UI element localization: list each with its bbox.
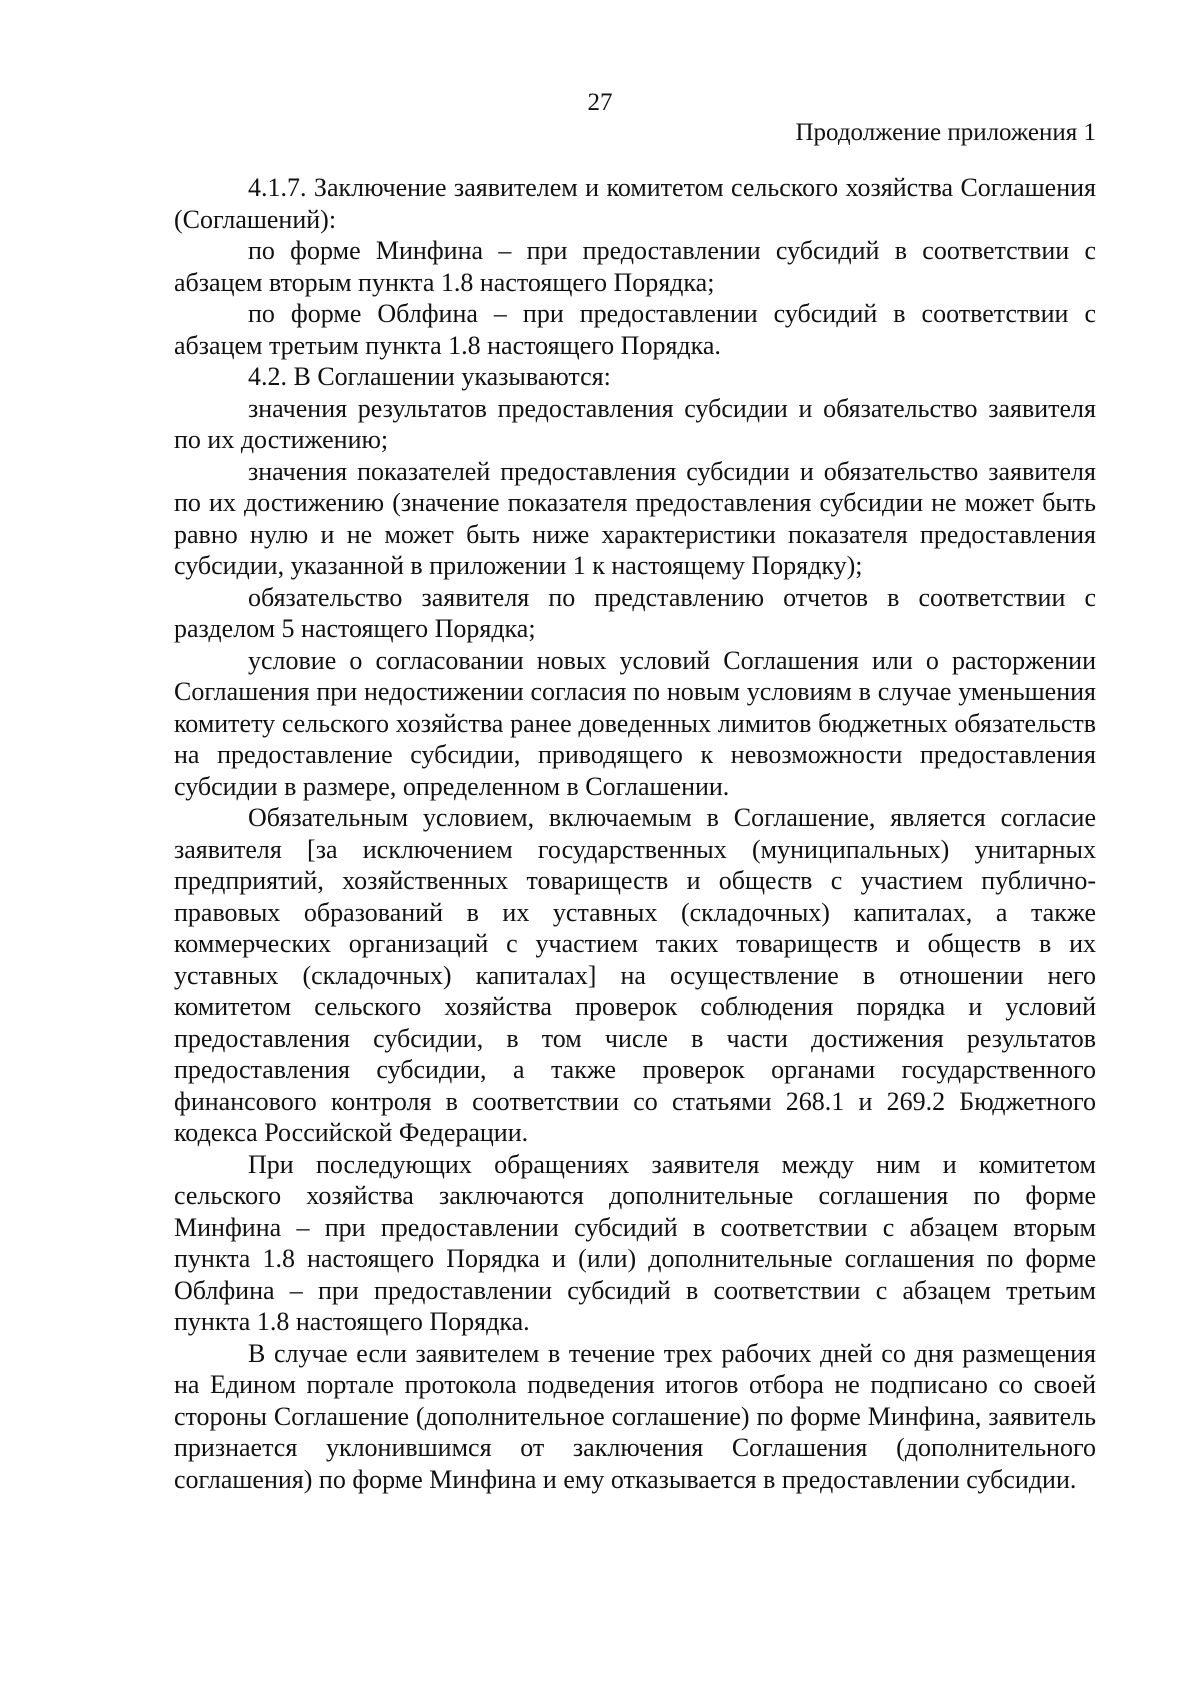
paragraph-4-2: 4.2. В Соглашении указываются: — [248, 362, 611, 391]
paragraph-amendment-condition: условие о согласовании новых условий Соглашения или о расторжении Соглашения при недостижении согласия по новым условиям в случае уменьшения комитету сельского хозяйства ранее доведенных лимитов бюджетных обязательств на предоставление субсидии, приводящего к невозможности предоставления субсидии в размере, определенном в Соглашении. — [174, 645, 1096, 801]
paragraph-4-1-7: 4.1.7. Заключение заявителем и комитетом сельского хозяйства Соглашения (Соглашений): — [174, 173, 1096, 234]
page-number: 27 — [587, 89, 613, 116]
appendix-continuation-note: Продолжение приложения 1 — [795, 119, 1096, 146]
paragraph-mandatory-condition: Обязательным условием, включаемым в Соглашение, является согласие заявителя [за исключением государственных (муниципальных) унитарных предприятий, хозяйственных товариществ и обществ с участием публично-правовых образований в их уставных (складочных) капиталах, а также коммерческих организаций с участием таких товариществ и обществ в их уставных (складочных) капиталах] на осуществление в отношении него комитетом сельского хозяйства проверок соблюдения порядка и условий предоставления субсидии, в том числе в части достижения результатов предоставления субсидии, а также проверок органами государственного финансового контроля в соответствии со статьями 268.1 и 269.2 Бюджетного кодекса Российской Федерации. — [174, 803, 1096, 1147]
paragraph-evasion-case: В случае если заявителем в течение трех рабочих дней со дня размещения на Едином портале протокола подведения итогов отбора не подписано со своей стороны Соглашение (дополнительное соглашение) по форме Минфина, заявитель признается уклонившимся от заключения Соглашения (дополнительного соглашения) по форме Минфина и ему отказывается в предоставлении субсидии. — [174, 1338, 1096, 1494]
paragraph-subsequent-applications: При последующих обращениях заявителя между ним и комитетом сельского хозяйства заключаются дополнительные соглашения по форме Минфина – при предоставлении субсидий в соответствии с абзацем вторым пункта 1.8 настоящего Порядка и (или) дополнительные соглашения по форме Облфина – при предоставлении субсидий в соответствии с абзацем третьим пункта 1.8 настоящего Порядка. — [174, 1149, 1096, 1336]
paragraph-indicator-values: значения показателей предоставления субсидии и обязательство заявителя по их достижению (значение показателя предоставления субсидии не может быть равно нулю и не может быть ниже характеристики показателя предоставления субсидии, указанной в приложении 1 к настоящему Порядку); — [174, 456, 1096, 580]
document-body — [174, 172, 1096, 1495]
paragraph-minfin-form: по форме Минфина – при предоставлении субсидий в соответствии с абзацем вторым пункта 1.8 настоящего Порядка; — [174, 236, 1096, 297]
paragraph-oblfin-form: по форме Облфина – при предоставлении субсидий в соответствии с абзацем третьим пункта 1.8 настоящего Порядка. — [174, 299, 1096, 360]
paragraph-reporting-obligation: обязательство заявителя по представлению отчетов в соответствии с разделом 5 настоящего Порядка; — [174, 582, 1096, 643]
paragraph-results-values: значения результатов предоставления субсидии и обязательство заявителя по их достижению; — [174, 393, 1096, 454]
